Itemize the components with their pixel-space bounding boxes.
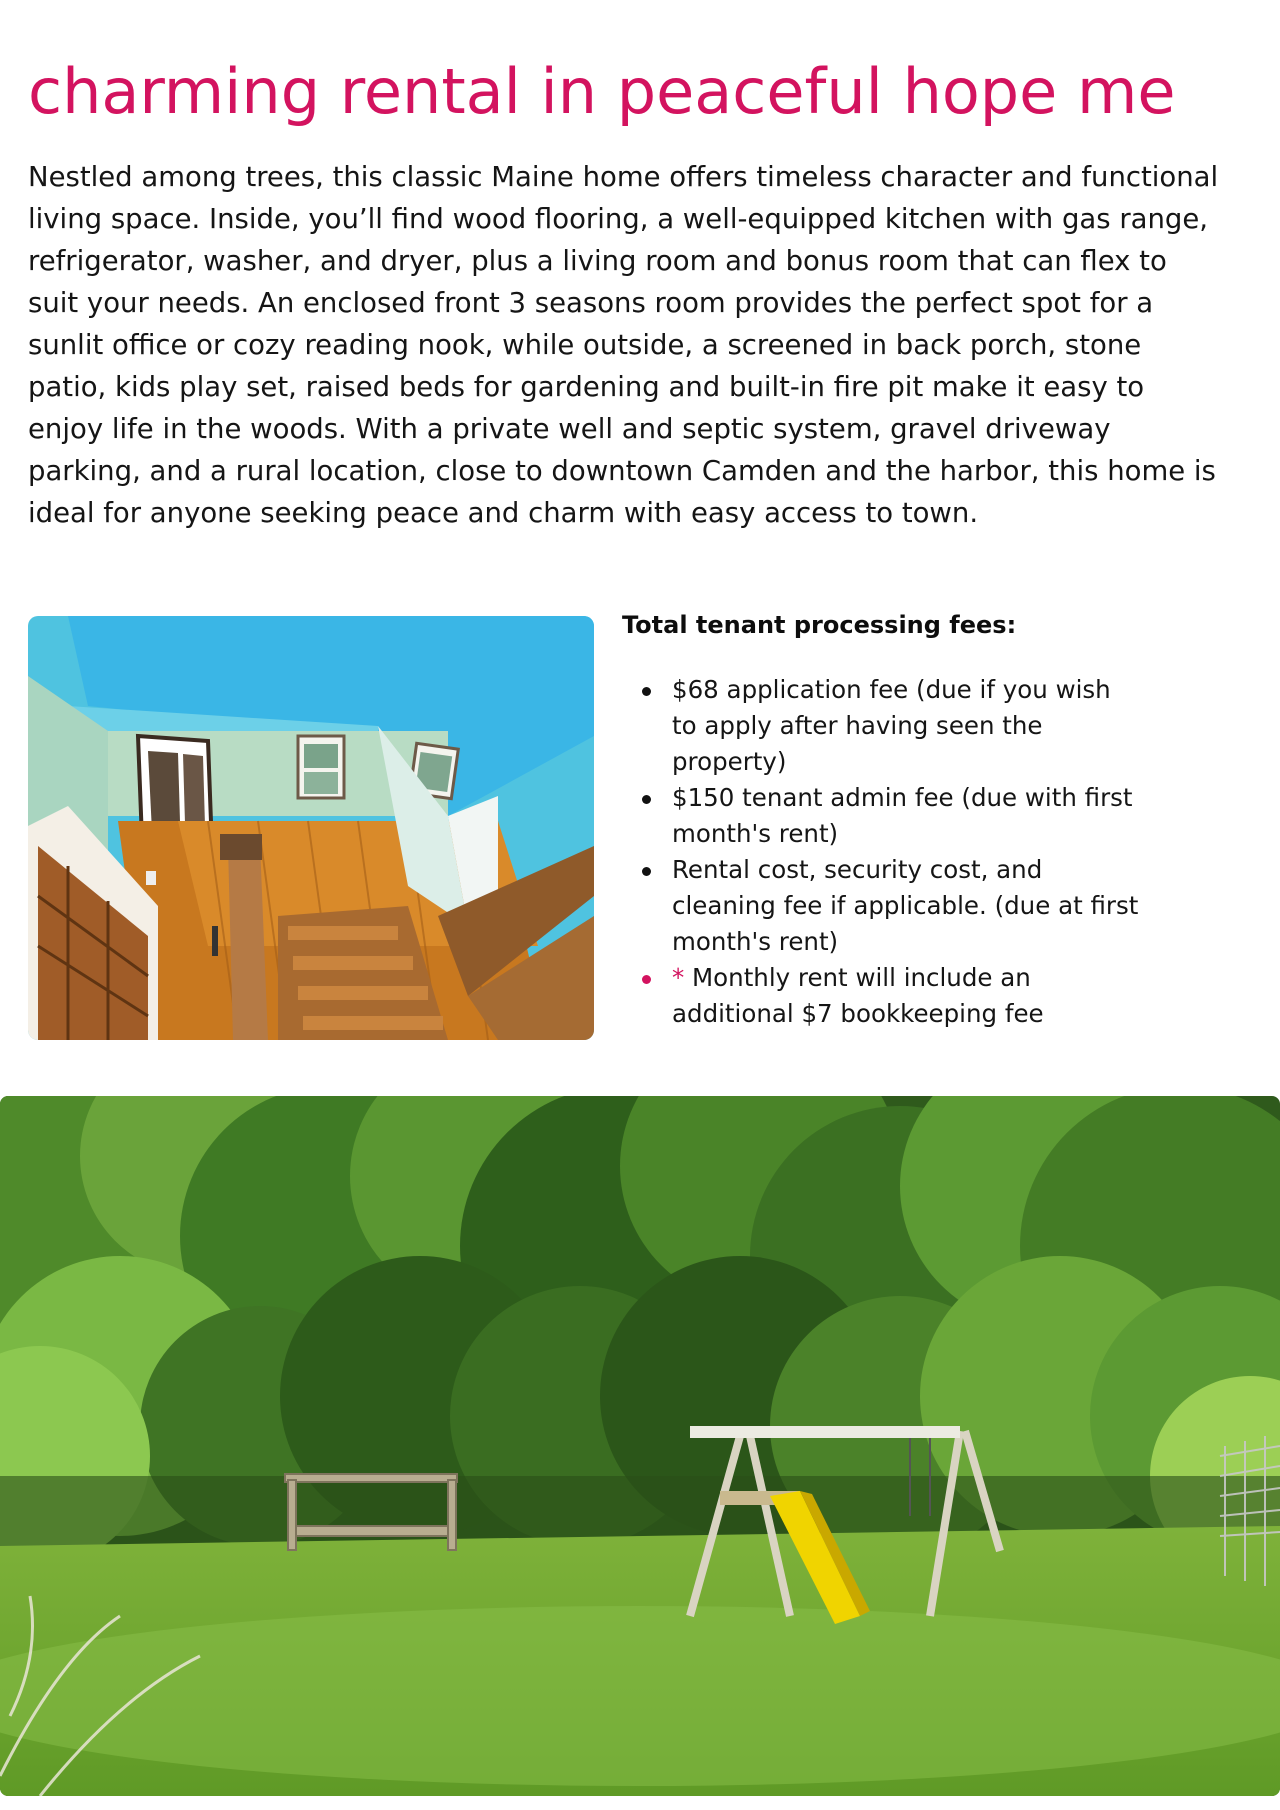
- bullet-icon: [642, 975, 651, 984]
- fee-note-text: Monthly rent will include an additional $7 bookkeeping fee: [672, 963, 1044, 1028]
- fees-section: [622, 608, 1222, 1032]
- fees-list: [622, 672, 1222, 1032]
- fees-heading: Total tenant processing fees:: [622, 611, 1017, 639]
- fee-item: [622, 852, 1142, 960]
- backyard-playset-photo: [0, 1096, 1280, 1796]
- page-title: charming rental in peaceful hope me: [28, 55, 1176, 128]
- fee-item-text: $150 tenant admin fee (due with first month's rent): [672, 783, 1133, 848]
- interior-stairwell-photo: [28, 616, 594, 1040]
- fee-note-item: [622, 960, 1142, 1032]
- bullet-icon: [642, 867, 651, 876]
- fee-item-text: Rental cost, security cost, and cleaning fee if applicable. (due at first month's rent): [672, 855, 1139, 956]
- fee-item: [622, 672, 1142, 780]
- fee-item: [622, 780, 1142, 852]
- property-description: Nestled among trees, this classic Maine home offers timeless character and functional living space. Inside, you’ll find wood flooring, a well-equipped kitchen with gas range, refrigerator, washer, and dryer, plus a living room and bonus room that can flex to suit your needs. An enclosed front 3 seasons room provides the perfect spot for a sunlit office or cozy reading nook, while outside, a screened in back porch, stone patio, kids play set, raised beds for gardening and built-in fire pit make it easy to enjoy life in the woods. With a private well and septic system, gravel driveway parking, and a rural location, close to downtown Camden and the harbor, this home is ideal for anyone seeking peace and charm with easy access to town.: [28, 161, 1219, 529]
- bullet-icon: [642, 687, 651, 696]
- asterisk-mark: *: [672, 963, 685, 992]
- fee-item-text: $68 application fee (due if you wish to apply after having seen the property): [672, 675, 1111, 776]
- bullet-icon: [642, 795, 651, 804]
